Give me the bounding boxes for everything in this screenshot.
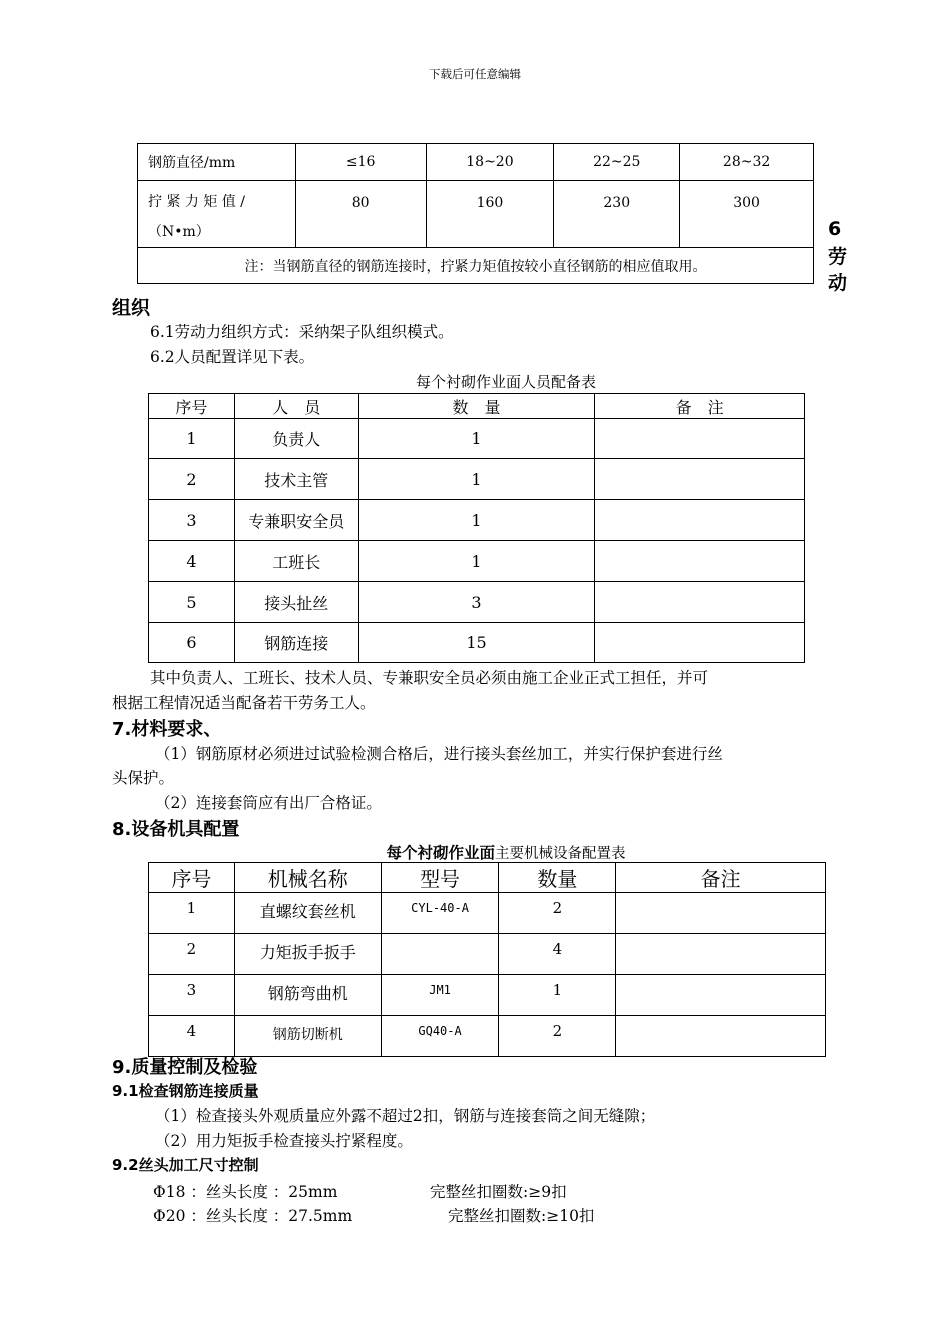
table-row [149,975,826,1016]
table-note: 注：当钢筋直径的钢筋连接时，拧紧力矩值按较小直径钢筋的相应值取用。 [138,248,814,284]
table-cell: 4 [149,541,235,582]
table-cell [381,934,499,975]
table-cell: 专兼职安全员 [234,500,358,541]
table-cell [616,934,826,975]
spec-line-1-b: 完整丝扣圈数:≥9扣 [430,1183,567,1201]
table-cell [595,419,805,459]
table-cell: 80 [295,181,426,248]
table-cell: 18~20 [426,144,554,181]
table-row [149,893,826,934]
torque-label-line2: （N•m） [148,224,210,240]
table-header: 数 量 [358,394,595,419]
section7-paragraph-1-line2: 头保护。 [112,769,175,787]
table-cell: 4 [149,1016,235,1057]
section6-paragraph-2: 6.2人员配置详见下表。 [150,348,315,366]
table-header: 数量 [499,863,616,893]
table-cell [616,975,826,1016]
table-cell: 1 [358,419,595,459]
section9-sub1: 9.1检查钢筋连接质量 [112,1082,259,1100]
staff-note-line1: 其中负责人、工班长、技术人员、专兼职安全员必须由施工企业正式工担任，并可 [150,669,709,687]
table-cell: 1 [358,500,595,541]
section6-paragraph-1: 6.1劳动力组织方式：采纳架子队组织模式。 [150,323,454,341]
spec-line-1-a: Φ18 ：丝头长度 ：25mm [153,1183,338,1201]
table-cell: 3 [149,500,235,541]
table-cell: 力矩扳手扳手 [234,934,381,975]
table-header: 备 注 [595,394,805,419]
table-cell: 6 [149,623,235,663]
table-cell: 2 [499,1016,616,1057]
table-cell: GQ40-A [381,1016,499,1057]
table-cell: 钢筋弯曲机 [234,975,381,1016]
table-cell: 1 [499,975,616,1016]
table-cell: 230 [554,181,680,248]
staff-note-line2: 根据工程情况适当配备若干劳务工人。 [112,694,376,712]
torque-label-line1: 拧 紧 力 矩 值 / [148,194,245,210]
table-cell [595,541,805,582]
table-header: 序号 [149,863,235,893]
section7-paragraph-1-line1: （1）钢筋原材必须进过试验检测合格后，进行接头套丝加工，并实行保护套进行丝 [155,745,723,763]
table-header: 序号 [149,394,235,419]
section8-heading: 8.设备机具配置 [112,819,240,840]
section7-paragraph-2: （2）连接套筒应有出厂合格证。 [155,794,382,812]
table-cell: 技术主管 [234,459,358,500]
table-cell [595,623,805,663]
table-row [149,1016,826,1057]
table-cell: 2 [499,893,616,934]
table-cell: 2 [149,459,235,500]
table-cell: 1 [149,893,235,934]
table-row [149,459,805,500]
table-cell: 钢筋连接 [234,623,358,663]
section9-heading: 9.质量控制及检验 [112,1057,258,1078]
table-cell [595,582,805,623]
spec-line-2-b: 完整丝扣圈数:≥10扣 [448,1207,595,1225]
section6-heading-c: 组织 [112,297,151,319]
table-cell: 5 [149,582,235,623]
table-row [149,582,805,623]
table-row [149,541,805,582]
table-cell: JM1 [381,975,499,1016]
table-row [149,934,826,975]
caption-bold: 每个衬砌作业面 [386,844,495,862]
section9-paragraph-1: （1）检查接头外观质量应外露不超过2扣，钢筋与连接套筒之间无缝隙； [155,1107,656,1125]
staff-table [148,393,805,663]
table-row [149,500,805,541]
table-cell: 28~32 [680,144,814,181]
table-cell: 钢筋切断机 [234,1016,381,1057]
table-cell: 1 [149,419,235,459]
section7-heading: 7.材料要求、 [112,719,222,740]
table-header: 人 员 [234,394,358,419]
equipment-table [148,862,826,1057]
table-cell [595,459,805,500]
table-cell: 3 [149,975,235,1016]
table-cell [616,893,826,934]
section9-sub2: 9.2丝头加工尺寸控制 [112,1156,259,1174]
caption-rest: 主要机械设备配置表 [495,846,626,862]
table-cell: 160 [426,181,554,248]
table-cell: 负责人 [234,419,358,459]
table-cell [595,500,805,541]
table-cell: 工班长 [234,541,358,582]
table-cell: ≤16 [295,144,426,181]
equipment-table-caption [0,841,950,863]
table-cell: 300 [680,181,814,248]
table-cell: 钢筋直径/mm [138,144,296,181]
table-cell: 直螺纹套丝机 [234,893,381,934]
table-header: 备注 [616,863,826,893]
table-cell: 接头扯丝 [234,582,358,623]
table-cell: 1 [358,541,595,582]
table-header: 机械名称 [234,863,381,893]
table-cell: 15 [358,623,595,663]
section6-heading-b: 动 [828,272,848,294]
table-header: 型号 [381,863,499,893]
table-cell: 22~25 [554,144,680,181]
page-header: 下载后可任意编辑 [429,67,521,81]
table-cell [616,1016,826,1057]
table-cell: CYL-40-A [381,893,499,934]
table-row [149,623,805,663]
table-cell: 2 [149,934,235,975]
staff-table-caption: 每个衬砌作业面人员配备表 [415,373,596,391]
table-cell [138,181,296,248]
table-cell: 4 [499,934,616,975]
section6-heading-a: 劳 [828,246,848,268]
table-row [149,419,805,459]
section9-paragraph-2: （2）用力矩扳手检查接头拧紧程度。 [155,1132,413,1150]
section6-number: 6 [828,218,842,240]
spec-line-2-a: Φ20 ：丝头长度 ：27.5mm [153,1207,353,1225]
table-cell: 1 [358,459,595,500]
table-cell: 3 [358,582,595,623]
torque-table [137,143,814,284]
